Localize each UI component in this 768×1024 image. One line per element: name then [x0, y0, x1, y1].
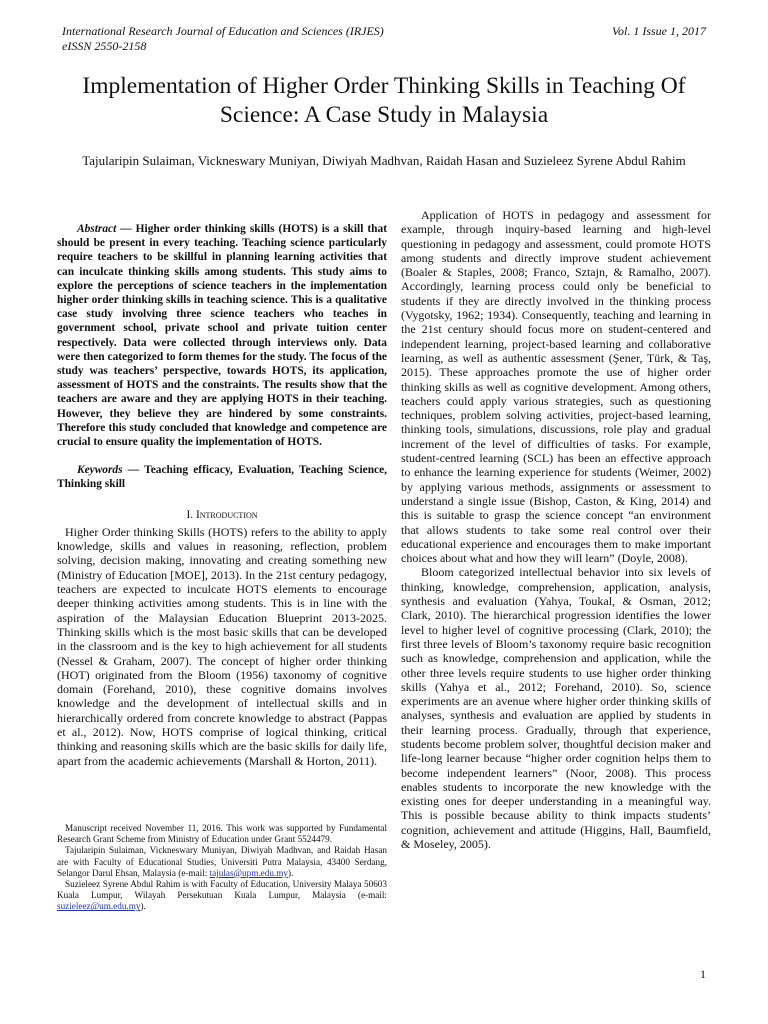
- paper-title: Implementation of Higher Order Thinking Skills in Teaching Of Science: A Case Study in Malaysia: [82, 73, 686, 128]
- email-link-um[interactable]: suzieleez@um.edu.my: [57, 901, 141, 912]
- keywords-label: Keywords: [77, 464, 123, 477]
- page-number: 1: [700, 967, 706, 981]
- journal-header: [62, 24, 384, 54]
- footnote-affiliation-1: Tajularipin Sulaiman, Vickneswary Muniyan, Diwiyah Madhvan, and Raidah Hasan are with Faculty of Educational Studies, Universiti Putra Malaysia, 43400 Serdang, Selangor Darul Ehsan, Malaysia (e-mail: tajulas@upm.edu.my).: [57, 845, 387, 878]
- section-heading: [57, 508, 387, 522]
- intro-paragraph: Higher Order thinking Skills (HOTS) refers to the ability to apply knowledge, skills and values in reasoning, reflection, problem solving, decision making, innovating and creating something new (Ministry of Education [MOE], 2013). In the 21st century pedagogy, teachers are expected to inculcate HOTS elements to encourage deeper thinking activities among students. This is in line with the aspiration of the Malaysian Education Blueprint 2013-2025. Thinking skills which is the most basic skills that can be developed in the classroom and is the key to high achievement for all students (Nessel & Graham, 2007). The concept of higher order thinking (HOT) originated from the Bloom (1956) taxonomy of cognitive domain (Forehand, 2010), these cognitive domains involves knowledge and the development of intellectual skills and in hierarchically ordered from concrete knowledge to abstract (Pappas et al., 2012). Now, HOTS comprise of logical thinking, critical thinking and reasoning skills which are the basic skills for daily life, apart from the academic achievements (Marshall & Horton, 2011).: [57, 524, 387, 768]
- left-column: [57, 222, 387, 768]
- section-number: I.: [186, 508, 194, 521]
- journal-name: International Research Journal of Education and Sciences (IRJES): [62, 24, 384, 38]
- abstract-label: Abstract: [77, 223, 117, 235]
- abstract: [57, 222, 387, 449]
- footnote: [57, 823, 387, 913]
- footnote-affiliation-2: Suzieleez Syrene Abdul Rahim is with Faculty of Education, University Malaya 50603 Kuala Lumpur, Wilayah Persekutuan Kuala Lumpur, Malaysia (e-mail: suzieleez@um.edu.my).: [57, 879, 387, 912]
- right-paragraph-2: Bloom categorized intellectual behavior into six levels of thinking, knowledge, comprehension, application, analysis, synthesis and evaluation (Yahya, Toukal, & Osman, 2012; Clark, 2010). The hierarchical progression identifies the lower level to higher level of cognitive processing (Clark, 2010); the first three levels of Bloom’s taxonomy require basic recognition such as knowledge, comprehension and application, while the other three levels require students to use higher order thinking skills (Yahya et al., 2012; Forehand, 2010). So, science experiments are an avenue where higher order thinking skills of analyses, synthesis and evaluation are applied by students in their learning process. Gradually, through that experience, students become problem solver, thoughtful decision maker and life-long learner because “higher order cognition helps them to become independent learners” (Noor, 2008). This process enables students to incorporate the new knowledge with the existing ones for deeper understanding in a meaningful way. This is possible because ability to think impacts students’ cognition, achievement and attitude (Higgins, Hall, Baumfield, & Moseley, 2005).: [401, 565, 711, 852]
- journal-volume: Vol. 1 Issue 1, 2017: [612, 24, 706, 38]
- right-column: [401, 208, 711, 851]
- keywords: [57, 463, 387, 491]
- right-paragraph-1: Application of HOTS in pedagogy and assessment for example, through inquiry-based learning and high-level questioning in pedagogy and assessment, could promote HOTS among students and directly improve student achievement (Boaler & Staples, 2008; Franco, Sztajn, & Ramalho, 2007). Accordingly, learning process could only be beneficial to students if they are directly involved in the thinking process (Vygotsky, 1962; 1934). Consequently, teaching and learning in the 21st century should focus more on student-centered and independent learning, project-based learning and collaborative learning, as well as authentic assessment (Şener, Türk, & Taş, 2015). These approaches promote the use of higher order thinking skills as well as cognitive development. Among others, teachers could apply various strategies, such as questioning techniques, problem solving activities, project-based learning, thinking tools, simulations, discussions, role play and gradual increment of the level of difficulties of tasks. For example, student-centred learning (SCL) has been an effective approach to enhance the learning experience for students (Weimer, 2002) by applying various methods, assignments or assessment to understand a single issue (Bishop, Caston, & King, 2014) and this is suitable to grasp the science concept “an environment that allows students to take some real control over their educational experience and encourages them to make important choices about what and how they will learn” (Doyle, 2008).: [401, 208, 711, 566]
- paper-authors: Tajularipin Sulaiman, Vickneswary Muniyan, Diwiyah Madhvan, Raidah Hasan and Suzieleez Syrene Abdul Rahim: [82, 153, 686, 168]
- email-link-upm[interactable]: tajulas@upm.edu.my: [209, 867, 288, 878]
- keywords-text: — Teaching efficacy, Evaluation, Teaching Science, Thinking skill: [57, 464, 387, 491]
- journal-issn: eISSN 2550-2158: [62, 39, 147, 53]
- footnote-manuscript: Manuscript received November 11, 2016. This work was supported by Fundamental Research Grant Scheme from Ministry of Education under Grant 5524479.: [57, 823, 387, 845]
- abstract-text: — Higher order thinking skills (HOTS) is a skill that should be present in every teaching. Teaching science particularly require teachers to be skillful in planning learning activities that can inculcate thinking skills among students. This study aims to explore the perceptions of science teachers in the implementation higher order thinking skills in teaching science. This is a qualitative case study involving three science teachers who teaches in government school, private school and private tuition center respectively. Data were collected through interviews only. Data were then categorized to form themes for the study. The focus of the study was teachers’ perspective, towards HOTS, its application, assessment of HOTS and the constraints. The results show that the teachers are aware and they are applying HOTS in their teaching. However, they believe they are hindered by some constraints. Therefore this study concluded that knowledge and competence are crucial to ensure quality the implementation of HOTS.: [57, 223, 387, 449]
- section-title: Introduction: [195, 508, 258, 521]
